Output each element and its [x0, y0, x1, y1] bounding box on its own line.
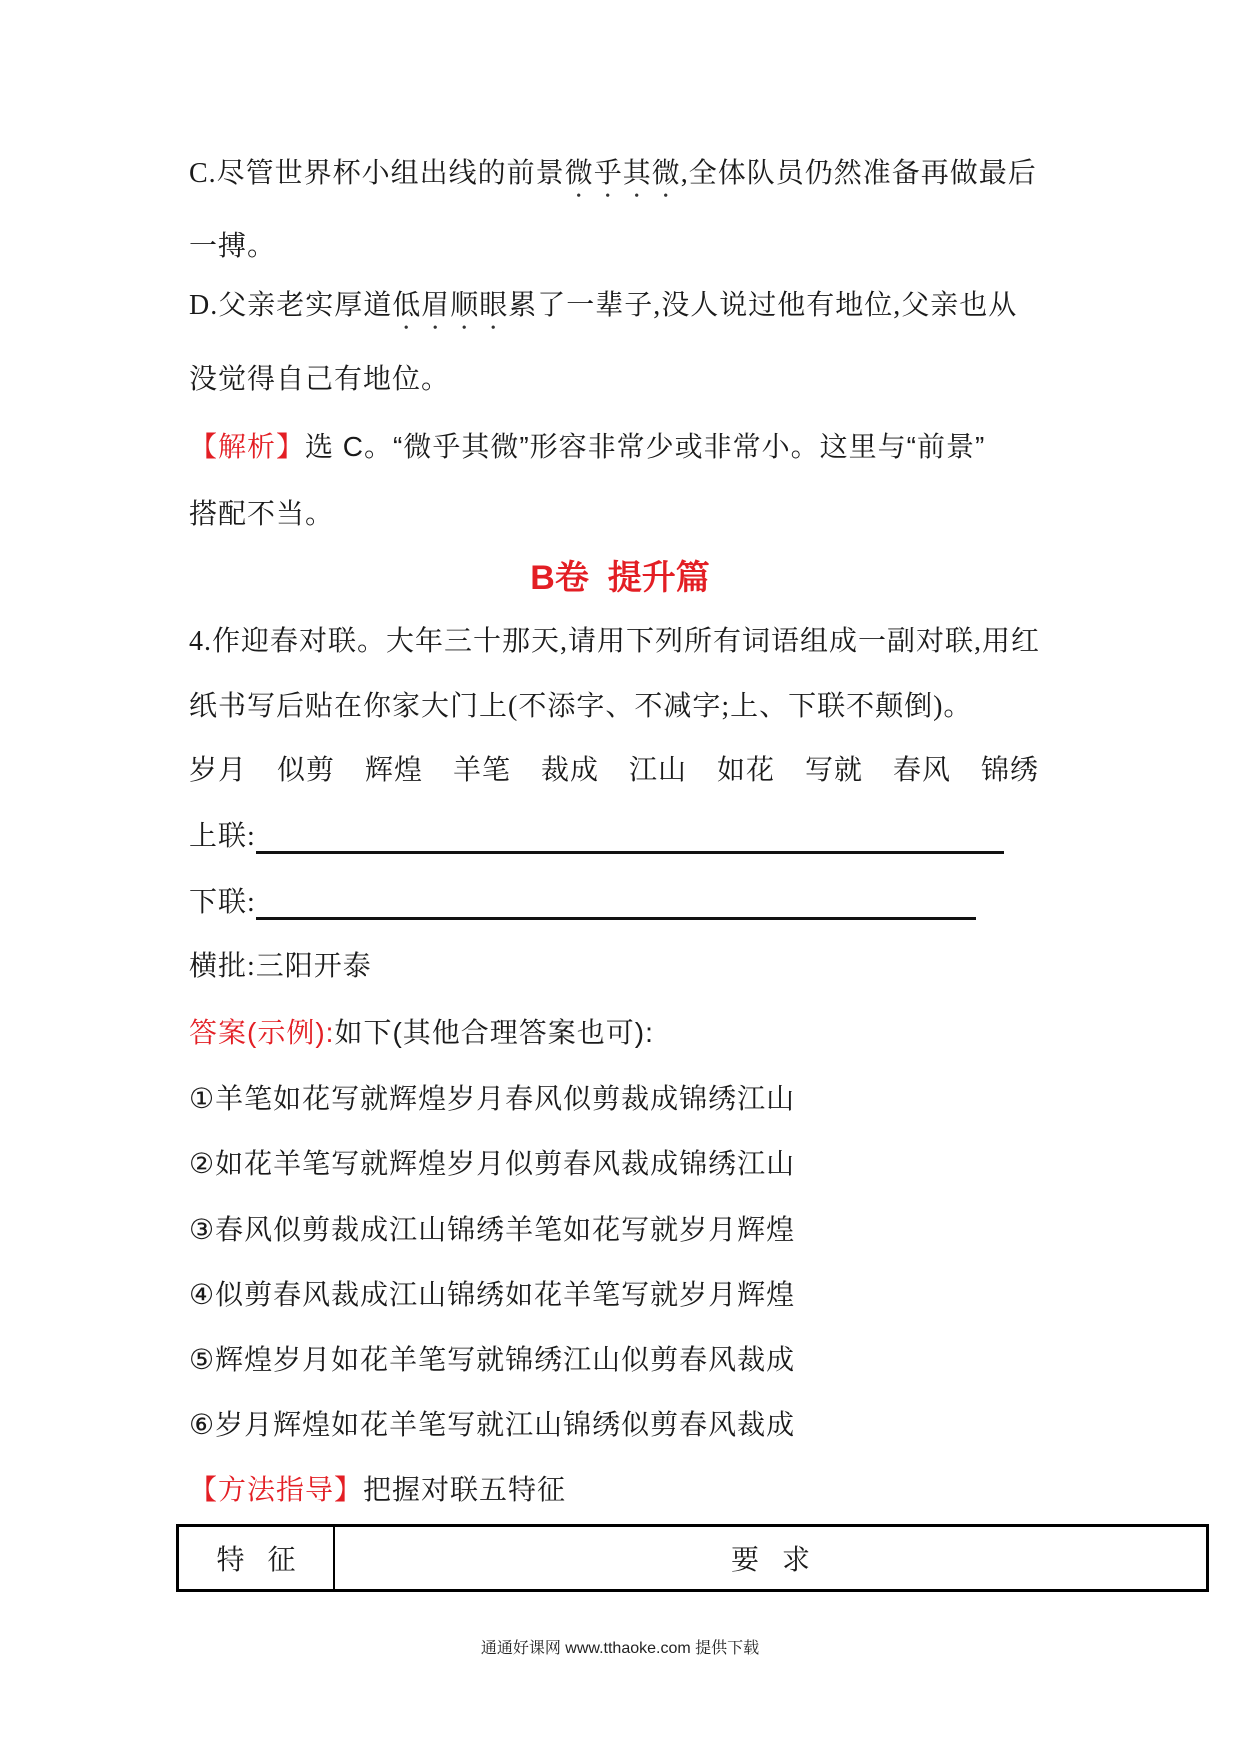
option-c-text-before: C.尽管世界杯小组出线的前景 [189, 158, 565, 189]
analysis-continuation: 搭配不当。 [189, 498, 335, 529]
answer-item: ①羊笔如花写就辉煌岁月春风似剪裁成锦绣江山 [189, 1083, 796, 1114]
option-c-line [189, 154, 1037, 194]
lower-couplet-row [189, 883, 976, 923]
word-item: 如花 [717, 755, 776, 786]
table-header-requirement: 要 求 [730, 1545, 810, 1576]
answer-item: ⑤辉煌岁月如花羊笔写就锦绣江山似剪春风裁成 [189, 1344, 796, 1375]
answer-item: ⑥岁月辉煌如花羊笔写就江山锦绣似剪春风裁成 [189, 1409, 796, 1440]
option-c-continuation: 一搏。 [189, 231, 277, 262]
answer-item: ④似剪春风裁成江山锦绣如花羊笔写就岁月辉煌 [189, 1279, 796, 1310]
word-item: 辉煌 [365, 755, 424, 786]
analysis-text: 选 C。“微乎其微”形容非常少或非常小。这里与“前景” [305, 431, 986, 462]
lower-couplet-label: 下联: [189, 887, 256, 918]
word-item: 似剪 [277, 755, 336, 786]
answer-intro: 如下(其他合理答案也可): [334, 1017, 654, 1048]
lower-couplet-blank [256, 883, 976, 920]
option-c-emphasized-idiom: 微乎其微 [564, 158, 681, 189]
upper-couplet-row [189, 817, 1004, 857]
section-title: B卷 提升篇 [530, 559, 710, 597]
word-item: 春风 [893, 755, 952, 786]
option-d-emphasized-idiom: 低眉顺眼 [392, 290, 509, 321]
word-item: 羊笔 [453, 755, 512, 786]
table-header-feature: 特 征 [179, 1527, 335, 1589]
upper-couplet-blank [256, 817, 1004, 854]
word-item: 岁月 [189, 755, 248, 786]
method-guidance [189, 1470, 566, 1510]
q4-prompt-line-2: 纸书写后贴在你家大门上(不添字、不减字;上、下联不颠倒)。 [189, 691, 973, 722]
couplet-feature-table [176, 1524, 1209, 1592]
option-c-text-after: ,全体队员仍然准备再做最后 [680, 158, 1037, 189]
word-item: 裁成 [541, 755, 600, 786]
option-d-line [189, 286, 1017, 326]
upper-couplet-label: 上联: [189, 821, 256, 852]
word-item: 江山 [629, 755, 688, 786]
answer-tag: 答案(示例): [189, 1017, 335, 1048]
option-d-continuation: 没觉得自己有地位。 [189, 364, 451, 395]
option-d-text-after: 累了一辈子,没人说过他有地位,父亲也从 [508, 290, 1018, 321]
horizontal-scroll-line: 横批:三阳开泰 [189, 951, 372, 982]
answer-heading [189, 1013, 654, 1053]
q4-prompt-line-1: 4.作迎春对联。大年三十那天,请用下列所有词语组成一副对联,用红 [189, 626, 1041, 657]
method-tag: 【方法指导】 [189, 1474, 364, 1505]
word-item: 锦绣 [981, 755, 1040, 786]
method-text: 把握对联五特征 [363, 1474, 567, 1505]
analysis-line [189, 427, 985, 467]
page-footer: 通通好课网 www.tthaoke.com 提供下载 [480, 1640, 760, 1657]
option-d-text-before: D.父亲老实厚道 [189, 290, 393, 321]
answer-item: ②如花羊笔写就辉煌岁月似剪春风裁成锦绣江山 [189, 1148, 796, 1179]
analysis-tag: 【解析】 [189, 431, 306, 462]
word-item: 写就 [805, 755, 864, 786]
word-bank [189, 751, 1069, 791]
answer-item: ③春风似剪裁成江山锦绣羊笔如花写就岁月辉煌 [189, 1214, 796, 1245]
